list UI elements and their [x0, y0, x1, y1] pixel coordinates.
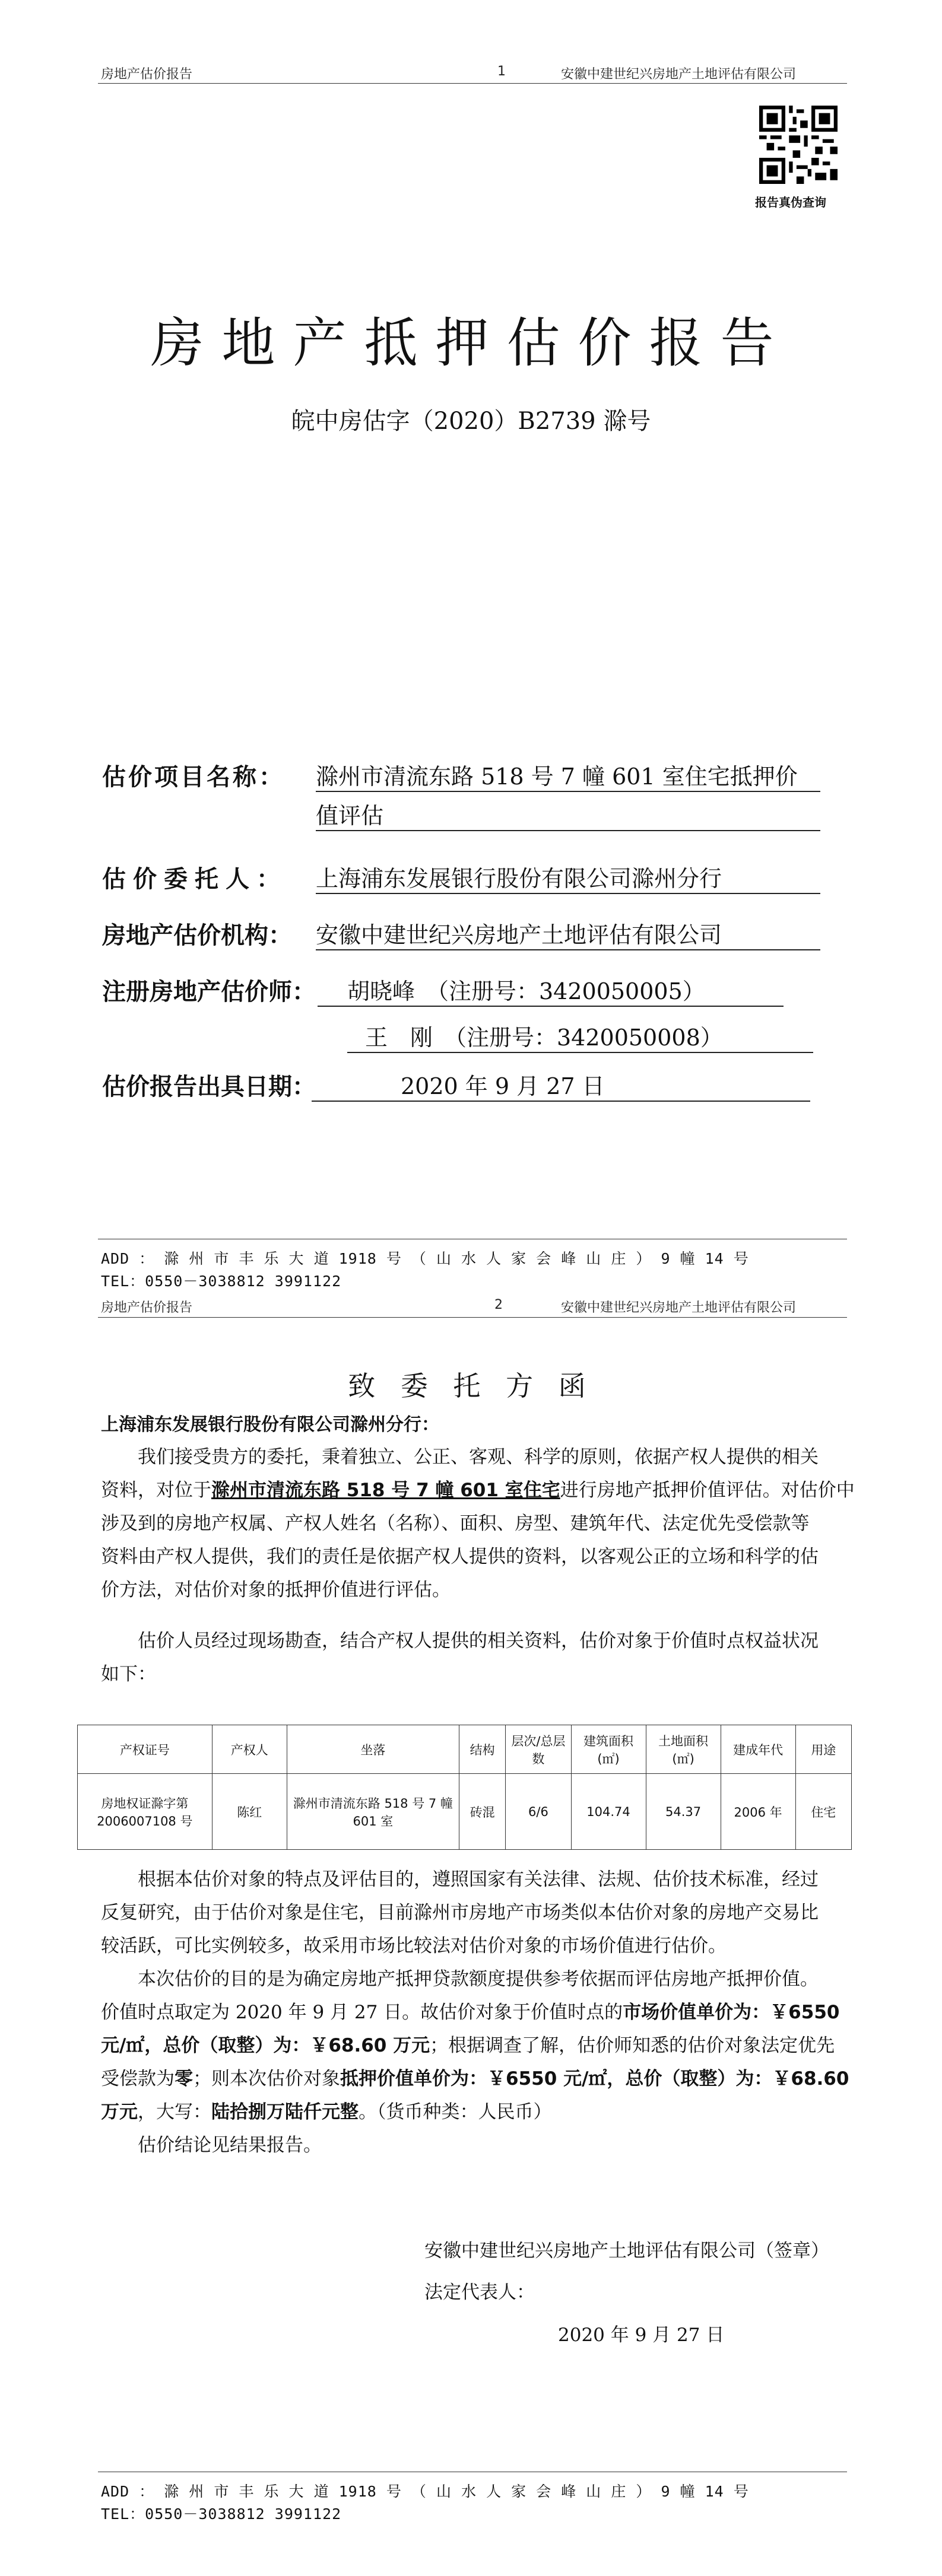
- table-row: [78, 1774, 852, 1850]
- report-title: 房地产抵押估价报告: [150, 312, 792, 374]
- page-number: 1: [497, 64, 506, 79]
- page-header-left: 房地产估价报告: [101, 1300, 193, 1315]
- letter-title: 致 委 托 方 函: [348, 1370, 594, 1402]
- page-header-right: 安徽中建世纪兴房地产土地评估有限公司: [561, 1300, 797, 1315]
- qr-caption: 报告真伪查询: [755, 195, 826, 209]
- text-span: 。（货币种类：人民币）: [359, 2101, 552, 2123]
- text-span: ，大写：: [138, 2101, 211, 2123]
- table-cell: 104.74: [571, 1774, 646, 1850]
- letter-addressee: 上海浦东发展银行股份有限公司滁州分行：: [101, 1414, 439, 1435]
- text-line: 我们接受贵方的委托，秉着独立、公正、客观、科学的原则，依据产权人提供的相关: [138, 1446, 819, 1468]
- text-line: 价方法，对估价对象的抵押价值进行评估。: [101, 1579, 451, 1601]
- table-cell: 房地权证滁字第 2006007108 号: [78, 1774, 212, 1850]
- text-span: 进行房地产抵押价值评估。对估价中: [560, 1480, 855, 1501]
- text-line: 较活跃，可比实例较多，故采用市场比较法对估价对象的市场价值进行估价。: [101, 1935, 727, 1957]
- field-value-project-name: 滁州市清流东路 518 号 7 幢 601 室住宅抵押价: [316, 758, 820, 792]
- table-cell: 滁州市清流东路 518 号 7 幢 601 室: [287, 1774, 459, 1850]
- field-label-agency: 房地产估价机构：: [102, 922, 292, 949]
- text-span: ；根据调查了解，估价师知悉的估价对象法定优先: [430, 2035, 835, 2056]
- letter-paragraph-4: [101, 1963, 861, 2129]
- table-cell: 陈红: [212, 1774, 287, 1850]
- amount-in-words: 陆拾捌万陆仟元整: [211, 2101, 359, 2123]
- letter-paragraph-1: [101, 1440, 861, 1607]
- table-header: 土地面积(㎡): [646, 1725, 721, 1774]
- field-label-appraisers: 注册房地产估价师：: [102, 978, 316, 1006]
- mortgage-unit-price: 抵押价值单价为：￥6550 元/㎡，总价（取整）为：￥68.60: [340, 2068, 849, 2090]
- field-value-appraiser-2: 王 刚 （注册号：3420050008）: [347, 1019, 813, 1053]
- field-value-appraiser-1: 胡晓峰 （注册号：3420050005）: [318, 973, 784, 1007]
- footer-address: ADD ： 滁 州 市 丰 乐 大 道 1918 号 （ 山 水 人 家 会 峰 山 庄 ） 9 幢 14 号: [101, 1250, 749, 1267]
- table-header: 用途: [795, 1725, 851, 1774]
- page-header-right: 安徽中建世纪兴房地产土地评估有限公司: [561, 67, 797, 82]
- text-span: 价值时点取定为 2020 年 9 月 27 日。故估价对象于价值时点的: [101, 2002, 623, 2023]
- market-total-price: 元/㎡，总价（取整）为：￥68.60 万元: [101, 2035, 430, 2056]
- table-header: 建筑面积(㎡): [571, 1725, 646, 1774]
- text-line: 如下：: [101, 1664, 156, 1685]
- table-cell: 砖混: [459, 1774, 505, 1850]
- text-line: [101, 1474, 861, 1507]
- text-span: 资料，对位于: [101, 1480, 211, 1501]
- market-unit-price: 市场价值单价为：￥6550: [623, 2002, 840, 2023]
- table-header: 层次/总层数: [506, 1725, 571, 1774]
- letter-paragraph-3: [101, 1863, 861, 1963]
- text-line: 反复研究，由于估价对象是住宅，目前滁州市房地产市场类似本估价对象的房地产交易比: [101, 1902, 819, 1923]
- text-line: [101, 2062, 861, 2095]
- text-span: 万元: [101, 2101, 138, 2123]
- signature-date: 2020 年 9 月 27 日: [558, 2324, 725, 2346]
- footer-phone: TEL：0550－3038812 3991122: [101, 1273, 342, 1290]
- qr-code-icon: [759, 106, 838, 184]
- text-span: 受偿款为: [101, 2068, 175, 2090]
- property-address: 滁州市清流东路 518 号 7 幢 601 室住宅: [211, 1480, 560, 1501]
- page-number: 2: [494, 1297, 503, 1312]
- footer-address: ADD ： 滁 州 市 丰 乐 大 道 1918 号 （ 山 水 人 家 会 峰 山 庄 ） 9 幢 14 号: [101, 2483, 749, 2500]
- table-header: 建成年代: [721, 1725, 795, 1774]
- priority-claim: 零: [175, 2068, 193, 2090]
- table-header: 坐落: [287, 1725, 459, 1774]
- field-value-agency: 安徽中建世纪兴房地产土地评估有限公司: [316, 917, 820, 950]
- text-line: 根据本估价对象的特点及评估目的，遵照国家有关法律、法规、估价技术标准，经过: [138, 1869, 819, 1890]
- text-line: [101, 2095, 861, 2129]
- header-rule: [98, 1317, 847, 1318]
- page-header-left: 房地产估价报告: [101, 67, 193, 82]
- field-value-client: 上海浦东发展银行股份有限公司滁州分行: [316, 860, 820, 894]
- text-line: 涉及到的房地产权属、产权人姓名（名称）、面积、房型、建筑年代、法定优先受偿款等: [101, 1513, 810, 1534]
- letter-paragraph-2: [101, 1624, 861, 1691]
- table-header: 产权证号: [78, 1725, 212, 1774]
- signature-company: 安徽中建世纪兴房地产土地评估有限公司（签章）: [424, 2240, 829, 2262]
- table-cell: 6/6: [506, 1774, 571, 1850]
- table-header-row: [78, 1725, 852, 1774]
- property-table: [77, 1725, 852, 1850]
- text-line: [101, 2029, 861, 2062]
- table-header: 产权人: [212, 1725, 287, 1774]
- text-line: 资料由产权人提供，我们的责任是依据产权人提供的资料，以客观公正的立场和科学的估: [101, 1546, 819, 1567]
- text-line: 本次估价的目的是为确定房地产抵押贷款额度提供参考依据而评估房地产抵押价值。: [138, 1968, 819, 1990]
- field-label-project-name: 估价项目名称：: [102, 764, 285, 791]
- text-line: 估价人员经过现场勘查，结合产权人提供的相关资料，估价对象于价值时点权益状况: [138, 1630, 819, 1652]
- table-cell: 2006 年: [721, 1774, 795, 1850]
- header-rule: [98, 83, 847, 84]
- field-value-report-date: 2020 年 9 月 27 日: [312, 1068, 810, 1102]
- report-number: 皖中房估字（2020）B2739 滁号: [291, 408, 651, 435]
- table-header: 结构: [459, 1725, 505, 1774]
- field-value-project-name-line2: 值评估: [316, 797, 820, 831]
- letter-paragraph-5: 估价结论见结果报告。: [138, 2135, 322, 2156]
- table-cell: 住宅: [795, 1774, 851, 1850]
- text-span: ；则本次估价对象: [193, 2068, 340, 2090]
- table-cell: 54.37: [646, 1774, 721, 1850]
- field-label-report-date: 估价报告出具日期：: [102, 1073, 316, 1101]
- text-line: [101, 1996, 861, 2029]
- footer-phone: TEL：0550－3038812 3991122: [101, 2505, 342, 2523]
- signature-representative: 法定代表人：: [424, 2282, 535, 2303]
- field-label-client: 估价委托人：: [102, 866, 287, 893]
